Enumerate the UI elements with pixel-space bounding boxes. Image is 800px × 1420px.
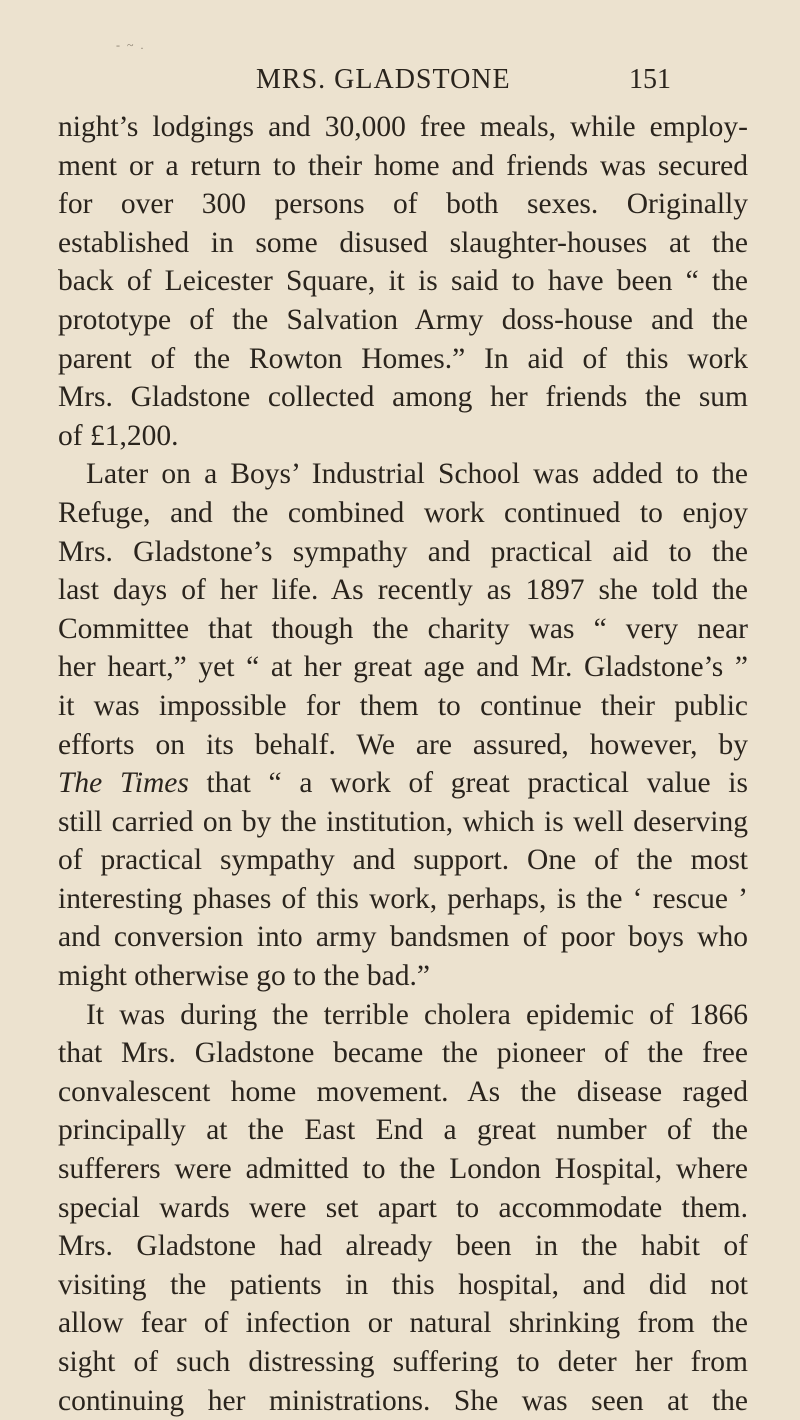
text-line: last days of her life. As recently as 1897 she told the bbox=[58, 574, 748, 607]
page-number: 151 bbox=[629, 64, 671, 95]
text-line: still carried on by the institution, which is well deserving bbox=[58, 805, 748, 838]
text-line: Mrs. Gladstone’s sympathy and practical aid to the bbox=[58, 535, 748, 568]
text-line: Refuge, and the combined work continued to enjoy bbox=[58, 496, 748, 529]
text-line: prototype of the Salvation Army doss-house and the bbox=[58, 303, 748, 336]
text-line: for over 300 persons of both sexes. Originally bbox=[58, 188, 748, 221]
text-line: continuing her ministrations. She was seen at the bbox=[58, 1384, 748, 1417]
text-line: of £1,200. bbox=[58, 419, 179, 452]
text-line: efforts on its behalf. We are assured, however, by bbox=[58, 728, 748, 761]
text-line-with-italic: The Times that “ a work of great practical value is bbox=[58, 767, 748, 800]
text-line: of practical sympathy and support. One of the most bbox=[58, 844, 748, 877]
text-line: visiting the patients in this hospital, and did not bbox=[58, 1268, 748, 1301]
text-line: ment or a return to their home and friends was secured bbox=[58, 149, 748, 182]
text-line: allow fear of infection or natural shrinking from the bbox=[58, 1307, 748, 1340]
text-line: Later on a Boys’ Industrial School was added to the bbox=[86, 458, 748, 491]
newspaper-title: The Times bbox=[58, 767, 189, 800]
paragraph-1 bbox=[58, 108, 748, 455]
running-head: MRS. GLADSTONE bbox=[256, 64, 511, 95]
text-line: interesting phases of this work, perhaps, is the ‘ rescue ’ bbox=[58, 882, 748, 915]
text-line: Mrs. Gladstone collected among her friends the sum bbox=[58, 381, 748, 414]
text-line: Mrs. Gladstone had already been in the habit of bbox=[58, 1230, 748, 1263]
print-speck: - ~ . bbox=[116, 38, 146, 52]
text-line: back of Leicester Square, it is said to have been “ the bbox=[58, 265, 748, 298]
text-line: might otherwise go to the bad.” bbox=[58, 960, 430, 993]
text-line: principally at the East End a great number of the bbox=[58, 1114, 748, 1147]
text-line: parent of the Rowton Homes.” In aid of this work bbox=[58, 342, 748, 375]
text-line: convalescent home movement. As the disease raged bbox=[58, 1075, 748, 1108]
text-line: It was during the terrible cholera epidemic of 1866 bbox=[86, 998, 748, 1031]
text-line: it was impossible for them to continue their public bbox=[58, 689, 748, 722]
body-text bbox=[58, 108, 748, 1420]
text-line: sufferers were admitted to the London Hospital, where bbox=[58, 1153, 748, 1186]
text-line: her heart,” yet “ at her great age and Mr. Gladstone’s ” bbox=[58, 651, 748, 684]
text-line: special wards were set apart to accommodate them. bbox=[58, 1191, 748, 1224]
text-line: Committee that though the charity was “ very near bbox=[58, 612, 748, 645]
text-line: night’s lodgings and 30,000 free meals, while employ- bbox=[58, 111, 748, 143]
text-line: and conversion into army bandsmen of poor boys who bbox=[58, 921, 748, 954]
page-header bbox=[0, 60, 800, 100]
text-line: sight of such distressing suffering to deter her from bbox=[58, 1346, 748, 1378]
text-line: that Mrs. Gladstone became the pioneer of the free bbox=[58, 1037, 748, 1070]
paragraph-2 bbox=[58, 455, 748, 995]
paragraph-3 bbox=[58, 996, 748, 1420]
text-line: established in some disused slaughter-houses at the bbox=[58, 226, 748, 259]
